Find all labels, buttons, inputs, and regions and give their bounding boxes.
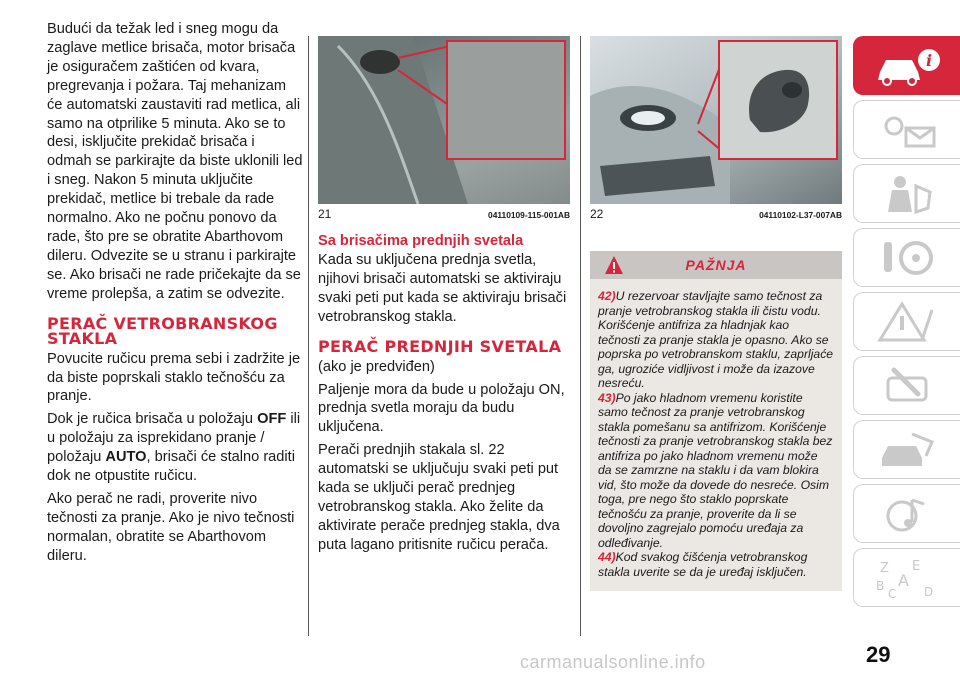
index-letters-icon [872,556,942,600]
tab-service[interactable] [853,356,960,415]
warning-road-icon [872,300,942,344]
warning-header [590,251,842,279]
column-divider [580,36,581,636]
seat-safety-icon [872,172,942,216]
tab-dashboard[interactable] [853,100,960,159]
dashboard-lights-icon [872,108,942,152]
column-right [590,36,842,591]
warning-box [590,251,842,591]
paragraph-washer-fluid: Ako perač ne radi, proverite nivo tečnosti za pranje. Ako je nivo tečnosti normalan, obratite se Abarthovom dileru. [47,490,295,564]
warning-item: 42)U rezervoar stavljajte samo tečnost za pranje vetrobranskog stakla ili čistu vodu. Korišćenje antifriza za hladnjak kao tečnosti za pranje stakla je opasno. Ako se poprska po vetrobranskom staklu, zaprljaće ga, ugroziće vidljivost i može da izazove nesreću. [598,289,834,390]
chapter-tabs [853,36,960,612]
tab-driving[interactable] [853,228,960,287]
tab-multimedia[interactable] [853,484,960,543]
tab-car-info[interactable] [853,36,960,95]
warning-title: PAŽNJA [685,257,747,273]
svg-text:E: E [912,558,921,574]
paragraph-headlamp-wipers: Kada su uključena prednja svetla, njihovi brisači automatski se aktiviraju svaki peti put kada se aktiviraju brisači vetrobranskog stakla. [318,252,567,325]
heading-headlamp-washer: PERAČ PREDNJIH SVETALA [318,336,562,356]
watermark: carmanualsonline.info [520,652,706,672]
figure-22-detail-callout [718,40,838,160]
paragraph-frozen-wipers: Budući da težak led i sneg mogu da zaglave metlice brisača, motor brisača je osiguračem zaštićen od kvara, pregrevanja i požara. Taj mehanizam će automatski zaustaviti rad metlica, ali samo na otprilike 5 minuta. Ako se to desi, isključite prekidač brisača i odmah se parkirajte da biste uklonili led i sneg. Nakon 5 minuta uključite prekidač, metlice bi trebale da rade normalno. Ako ne počnu ponovo da rade, što pre se obratite Abarthovom dileru. Odvezite se u stranu i parkirajte se. Ako brisači ne rade pričekajte da se vreme prolepša, a zatim se odvezite. [47,21,303,302]
figure-22-caption [590,204,842,221]
paragraph-washer-positions: Dok je ručica brisača u položaju OFF ili u položaju za isprekidano pranje / položaju AUTO, brisači će stalno raditi dok ne otpustite ručicu. [47,411,301,485]
heading-windscreen-washer: PERAČ VETROBRANSKOG STAKLA [47,313,278,348]
tab-safety[interactable] [853,164,960,223]
label-off: OFF [257,411,287,428]
svg-text:i: i [925,50,933,70]
figure-21-detail-callout [446,40,566,160]
warning-item: 44)Kod svakog čišćenja vetrobranskog stakla uverite se da je uređaj isključen. [598,550,808,579]
svg-text:Z: Z [880,560,889,576]
service-wrench-icon [872,364,942,408]
page-number: 29 [866,642,891,667]
figure-22-headlamp [590,36,842,204]
warning-body [590,279,842,591]
figure-21-code: 04110109-115-001AB [488,210,570,220]
car-info-icon [872,46,942,86]
warning-item: 43)Po jako hladnom vremenu koristite samo tečnost za pranje vetrobranskog stakla pomešanu sa antifrizom. Korišćenje tečnosti za pranje vetrobranskog stakla bez antifriza po jako hladnom vremenu može da se zamrzne na staklu i da vam blokira vid, što može da dovede do nesreće. Osim toga, pre nego što staklo poprskate tečnošću za pranje, proverite da li se dovoljno zagrejalo pomoću uređaja za odleđivanje. [598,390,833,550]
paragraph-ignition-on: Paljenje mora da bude u položaju ON, prednja svetla moraju da budu uključena. [318,381,565,436]
label-auto: AUTO [105,449,147,466]
figure-21-washer-nozzle [318,36,570,204]
figure-22-code: 04110102-L37-007AB [759,210,842,220]
tab-index[interactable] [853,548,960,607]
tab-emergency[interactable] [853,292,960,351]
paragraph-washer-lever: Povucite ručicu prema sebi i zadržite je da biste poprskali staklo tečnošću za pranje. [47,350,301,405]
figure-21-caption [318,204,570,221]
figure-21-number: 21 [318,207,332,221]
svg-text:B: B [876,578,885,593]
tab-maintenance[interactable] [853,420,960,479]
multimedia-icon [872,492,942,536]
subheading-headlamp-wipers: Sa brisačima prednjih svetala [318,233,524,249]
column-middle [318,36,570,559]
svg-text:D: D [924,584,934,599]
steering-key-icon [872,236,942,280]
paragraph-if-equipped: (ako je predviđen) [318,358,435,375]
maintenance-car-icon [872,428,942,472]
column-divider [308,36,309,636]
figure-22-number: 22 [590,207,604,221]
svg-text:A: A [898,570,909,590]
svg-text:C: C [888,586,897,600]
paragraph-headlamp-washers: Perači prednjih stakala sl. 22 automatski se uključuju svaki peti put kada se uključi perač prednjeg vetrobranskog stakla. Ako želite da aktivirate perače prednjeg stakla, dva puta lagano pritisnite ručicu perača. [318,442,560,553]
column-left [47,20,303,570]
warning-triangle-icon [604,255,624,275]
